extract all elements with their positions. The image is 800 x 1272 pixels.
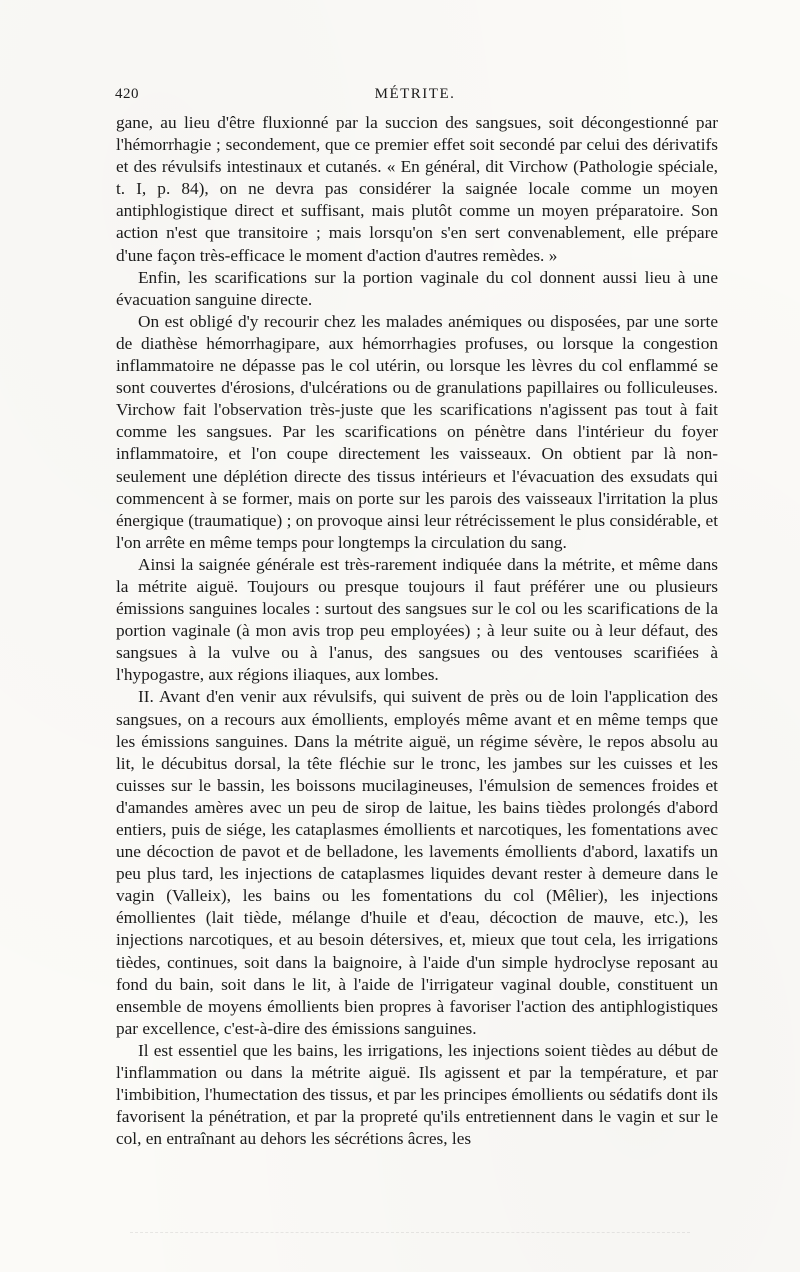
paragraph-scarifications-intro: Enfin, les scarifications sur la portion vaginale du col donnent aussi lieu à une évacuation sanguine directe. xyxy=(116,267,718,309)
paragraph-scarifications-indications: On est obligé d'y recourir chez les malades anémiques ou disposées, par une sorte de diathèse hémorrhagipare, aux hémorrhagies profuses, ou lorsque la congestion inflammatoire ne dépasse pas le col utérin, ou lorsque les lèvres du col enflammé se sont couvertes d'érosions, d'ulcérations ou de granulations papillaires ou folliculeuses. Virchow fait l'observation très-juste que les scarifications n'agissent pas tout à fait comme les sangsues. Par les scarifications on pénètre dans l'intérieur du foyer inflammatoire, et l'on coupe directement les vaisseaux. On obtient par là non-seulement une déplétion directe des tissus intérieurs et l'évacuation des exsudats qui commencent à se former, mais on porte sur les parois des vaisseaux l'irritation la plus énergique (traumatique) ; on provoque ainsi leur rétrécissement le plus considérable, et l'on arrête en même temps pour longtemps la circulation du sang. xyxy=(116,311,718,552)
page-bottom-rule xyxy=(130,1232,690,1234)
running-title: MÉTRITE. xyxy=(374,86,456,102)
paragraph-baths-irrigations: Il est essentiel que les bains, les irrigations, les injections soient tièdes au début de l'inflammation ou dans la métrite aiguë. Ils agissent et par la température, et par l'imbibition, l'humectation des tissus, et par les principes émollients ou sédatifs dont ils favorisent la pénétration, et par la propreté qu'ils entretiennent dans le vagin et sur le col, en entraînant au dehors les sécrétions âcres, les xyxy=(116,1040,718,1149)
page-number: 420 xyxy=(115,86,139,102)
paragraph-emollients: II. Avant d'en venir aux révulsifs, qui suivent de près ou de loin l'application des sangsues, on a recours aux émollients, employés même avant et en même temps que les émissions sanguines. Dans la métrite aiguë, un régime sévère, le repos absolu au lit, le décubitus dorsal, la tête fléchie sur le tronc, les jambes sur les cuisses et les cuisses sur le bassin, les boissons mucilagineuses, l'émulsion de semences froides et d'amandes amères avec un peu de sirop de laitue, les bains tièdes prolongés d'abord entiers, puis de siége, les cataplasmes émollients et narcotiques, les fomentations avec une décoction de pavot et de belladone, les lavements émollients d'abord, laxatifs un peu plus tard, les injections de cataplasmes liquides devant rester à demeure dans le vagin (Valleix), les bains ou les fomentations du col (Mêlier), les injections émollientes (lait tiède, mélange d'huile et d'eau, décoction de mauve, etc.), les injections narcotiques, et au besoin détersives, et, mieux que tout cela, les irrigations tièdes, continues, soit dans la baignoire, à l'aide d'un simple hydroclyse reposant au fond du bain, soit dans le lit, à l'aide de l'irrigateur vaginal double, constituent un ensemble de moyens émollients bien propres à favoriser l'action des antiphlogistiques par excellence, c'est-à-dire des émissions sanguines. xyxy=(116,687,718,1038)
paragraph-continuation: gane, au lieu d'être fluxionné par la succion des sangsues, soit décongestionné par l'hémorrhagie ; secondement, que ce premier effet soit secondé par celui des dérivatifs et des révulsifs intestinaux et cutanés. « En général, dit Virchow (Pathologie spéciale, t. I, p. 84), on ne devra pas considérer la saignée locale comme un moyen antiphlogistique direct et suffisant, mais plutôt comme un moyen préparatoire. Son action n'est que transitoire ; mais lorsqu'on s'en sert convenablement, elle prépare d'une façon très-efficace le moment d'action d'autres remèdes. » xyxy=(116,113,718,265)
page-body xyxy=(116,112,718,1150)
page-header xyxy=(115,86,715,110)
paragraph-general-bleeding: Ainsi la saignée générale est très-rarement indiquée dans la métrite, et même dans la métrite aiguë. Toujours ou presque toujours il faut préférer une ou plusieurs émissions sanguines locales : surtout des sangsues sur le col ou les scarifications de la portion vaginale (à mon avis trop peu employées) ; à leur suite ou à leur défaut, des sangsues à la vulve ou à l'anus, des sangsues ou des ventouses scarifiées à l'hypogastre, aux régions iliaques, aux lombes. xyxy=(116,554,718,685)
